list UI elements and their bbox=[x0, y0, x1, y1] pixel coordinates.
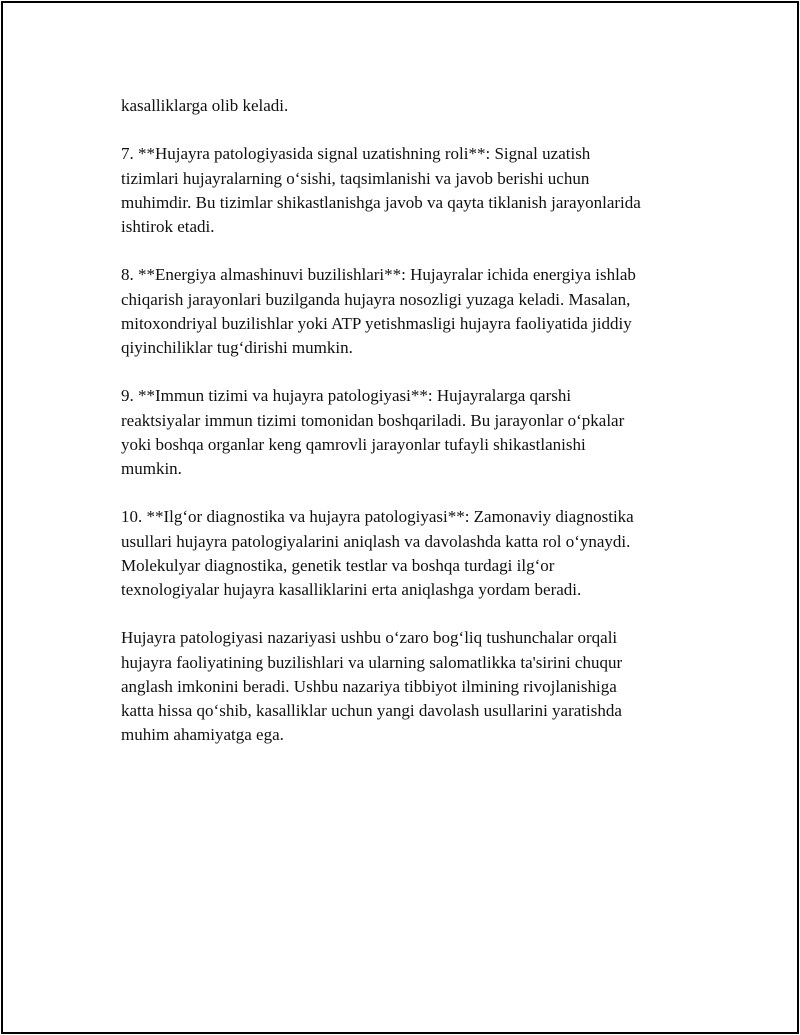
paragraph-item-10: 10. **Ilg‘or diagnostika va hujayra patologiyasi**: Zamonaviy diagnostika usullari hujayra patologiyalarini aniqlash va davolashda katta rol o‘ynaydi. Molekulyar diagnostika, genetik testlar va boshqa turdagi ilg‘or texnologiyalar hujayra kasalliklarini erta aniqlashga yordam beradi. bbox=[121, 507, 634, 599]
page-frame bbox=[1, 1, 799, 1034]
paragraph-continuation: kasalliklarga olib keladi. bbox=[121, 96, 289, 115]
paragraph-item-8: 8. **Energiya almashinuvi buzilishlari**: Hujayralar ichida energiya ishlab chiqarish jarayonlari buzilganda hujayra nosozligi yuzaga keladi. Masalan, mitoxondriyal buzilishlar yoki ATP yetishmasligi hujayra faoliyatida jiddiy qiyinchiliklar tug‘dirishi mumkin. bbox=[121, 265, 636, 357]
paragraph-item-7: 7. **Hujayra patologiyasida signal uzatishning roli**: Signal uzatish tizimlari hujayralarning o‘sishi, taqsimlanishi va javob berishi uchun muhimdir. Bu tizimlar shikastlanishga javob va qayta tiklanish jarayonlarida ishtirok etadi. bbox=[121, 144, 641, 236]
paragraph-conclusion: Hujayra patologiyasi nazariyasi ushbu o‘zaro bog‘liq tushunchalar orqali hujayra faoliyatining buzilishlari va ularning salomatlikka ta'sirini chuqur anglash imkonini beradi. Ushbu nazariya tibbiyot ilmining rivojlanishiga katta hissa qo‘shib, kasalliklar uchun yangi davolash usullarini yaratishda muhim ahamiyatga ega. bbox=[121, 628, 623, 745]
paragraph-item-9: 9. **Immun tizimi va hujayra patologiyasi**: Hujayralarga qarshi reaktsiyalar immun tizimi tomonidan boshqariladi. Bu jarayonlar o‘pkalar yoki boshqa organlar keng qamrovli jarayonlar tufayli shikastlanishi mumkin. bbox=[121, 386, 625, 478]
document-body bbox=[121, 94, 701, 747]
